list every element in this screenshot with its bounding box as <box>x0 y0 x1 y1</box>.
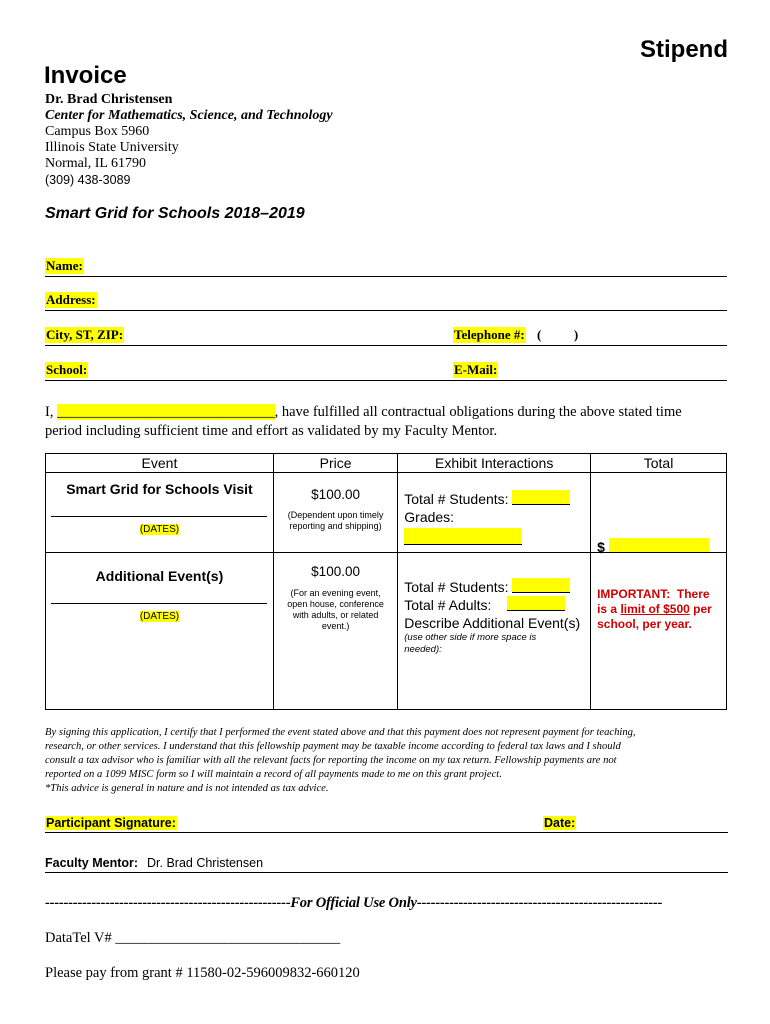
header-exhibit: Exhibit Interactions <box>398 454 591 473</box>
important-note <box>597 587 726 632</box>
additional-students-input[interactable] <box>512 578 570 593</box>
campus-box: Campus Box 5960 <box>45 124 150 139</box>
date-label: Date: <box>544 816 576 830</box>
statement <box>45 403 735 441</box>
contact-phone: (309) 438-3089 <box>45 173 131 187</box>
important-note-3: school, per year. <box>597 617 692 631</box>
city-field[interactable] <box>45 323 727 346</box>
visit-grades-label: Grades: <box>404 509 455 525</box>
event-table <box>45 453 727 710</box>
official-dash-right: ----------------------------------------------------- <box>416 895 663 911</box>
visit-price-note-1: (Dependent upon timely <box>287 510 384 520</box>
participant-signature-field[interactable] <box>45 810 728 833</box>
header-total: Total <box>591 454 727 473</box>
address-block <box>45 92 333 188</box>
stipend-title: Stipend <box>640 36 728 63</box>
university-name: Illinois State University <box>45 140 179 155</box>
additional-price-cell <box>273 553 397 710</box>
disclaimer-line-2: research, or other services. I understand that this fellowship payment may be taxable income according to federal tax laws and I should <box>45 741 621 752</box>
invoice-title: Invoice <box>44 62 127 89</box>
participant-signature-label: Participant Signature: <box>46 816 176 830</box>
center-name: Center for Mathematics, Science, and Technology <box>45 108 333 123</box>
address-label: Address: <box>46 292 96 307</box>
additional-price-note <box>274 588 397 632</box>
additional-adults-row <box>404 596 590 614</box>
additional-describe-note-1: (use other side if more space is <box>404 632 537 643</box>
additional-price-note-3: with adults, or related <box>292 610 379 620</box>
telephone-label: Telephone #: <box>454 327 525 342</box>
visit-students-row <box>404 490 590 508</box>
datatel-input[interactable]: _______________________________ <box>115 930 341 946</box>
visit-total-input[interactable] <box>609 538 709 553</box>
additional-exhibit-cell <box>398 553 591 710</box>
datatel-label: DataTel V# <box>45 930 112 946</box>
name-label: Name: <box>46 258 83 273</box>
city-label: City, ST, ZIP: <box>46 327 124 342</box>
statement-name-blank[interactable]: ______________________________ <box>57 404 275 420</box>
disclaimer-line-1: By signing this application, I certify that I performed the event stated above and that this payment does not represent payment for teaching, <box>45 727 636 738</box>
additional-describe-note-2: needed): <box>404 644 442 655</box>
statement-text-1: , have fulfilled all contractual obligations during the above stated time <box>274 404 682 420</box>
official-dash-left: ----------------------------------------------------- <box>45 895 291 911</box>
visit-students-input[interactable] <box>512 490 570 505</box>
email-label: E-Mail: <box>454 362 498 377</box>
telephone-paren: ( ) <box>537 327 579 342</box>
important-note-2c: per <box>689 602 712 616</box>
additional-dates-label: (DATES) <box>139 611 180 622</box>
additional-adults-label: Total # Adults: <box>404 597 492 613</box>
additional-students-label: Total # Students: <box>404 579 509 595</box>
school-field[interactable] <box>45 358 727 381</box>
faculty-mentor-label: Faculty Mentor: <box>45 856 139 870</box>
additional-event-cell <box>46 553 274 710</box>
disclaimer-line-5: *This advice is general in nature and is not intended as tax advice. <box>45 783 329 794</box>
official-use-label: For Official Use Only <box>290 895 417 911</box>
header-price: Price <box>273 454 397 473</box>
contact-name: Dr. Brad Christensen <box>45 92 173 107</box>
visit-students-label: Total # Students: <box>404 491 509 507</box>
address-field[interactable] <box>45 288 727 311</box>
statement-line-2: period including sufficient time and effort as validated by my Faculty Mentor. <box>45 423 498 439</box>
datatel-row <box>45 930 340 947</box>
additional-dates-line[interactable] <box>51 603 267 604</box>
additional-total-cell <box>591 553 727 710</box>
official-use-divider <box>45 895 662 912</box>
visit-dates-line[interactable] <box>51 516 267 517</box>
city-line: Normal, IL 61790 <box>45 156 146 171</box>
visit-total-symbol: $ <box>597 539 605 555</box>
additional-price-note-1: (For an evening event, <box>290 588 381 598</box>
disclaimer <box>45 726 636 796</box>
additional-price-note-2: open house, conference <box>287 599 384 609</box>
statement-line-1 <box>45 403 735 422</box>
visit-grades-input[interactable] <box>404 528 522 545</box>
visit-event-cell <box>46 473 274 553</box>
disclaimer-line-4: reported on a 1099 MISC form so I will maintain a record of all payments made to me on this grant project. <box>45 769 502 780</box>
faculty-mentor-field <box>45 850 728 873</box>
grant-line: Please pay from grant # 11580-02-596009832-660120 <box>45 965 360 981</box>
disclaimer-line-3: consult a tax advisor who is familiar with all the relevant facts for reporting the income on my tax return. Fellowship payments are not <box>45 755 617 766</box>
visit-exhibit-cell <box>398 473 591 553</box>
table-row-additional <box>46 553 727 710</box>
additional-describe-label: Describe Additional Event(s) <box>404 615 581 631</box>
statement-prefix: I, <box>45 404 54 420</box>
visit-price-cell <box>273 473 397 553</box>
important-note-1: IMPORTANT: There <box>597 587 710 601</box>
visit-price-note-2: reporting and shipping) <box>289 521 382 531</box>
important-limit: limit of $500 <box>620 602 690 616</box>
additional-price-note-4: event.) <box>321 621 350 631</box>
header-event: Event <box>46 454 274 473</box>
program-title: Smart Grid for Schools 2018–2019 <box>45 205 305 222</box>
table-header-row <box>46 454 727 473</box>
visit-price-note <box>274 510 397 532</box>
visit-total-cell <box>591 473 727 553</box>
faculty-mentor-name: Dr. Brad Christensen <box>147 856 264 870</box>
table-row-visit <box>46 473 727 553</box>
visit-event-name: Smart Grid for Schools Visit <box>66 481 253 497</box>
additional-price: $100.00 <box>311 564 360 579</box>
additional-adults-input[interactable] <box>507 596 565 611</box>
additional-describe-note <box>404 632 590 656</box>
visit-dates-label: (DATES) <box>139 524 180 535</box>
school-label: School: <box>46 362 88 377</box>
visit-price: $100.00 <box>311 487 360 502</box>
important-note-2 <box>597 602 726 617</box>
additional-students-row <box>404 578 590 596</box>
additional-event-name: Additional Event(s) <box>95 568 224 584</box>
important-note-2a: is a <box>597 602 621 616</box>
name-field[interactable] <box>45 254 727 277</box>
